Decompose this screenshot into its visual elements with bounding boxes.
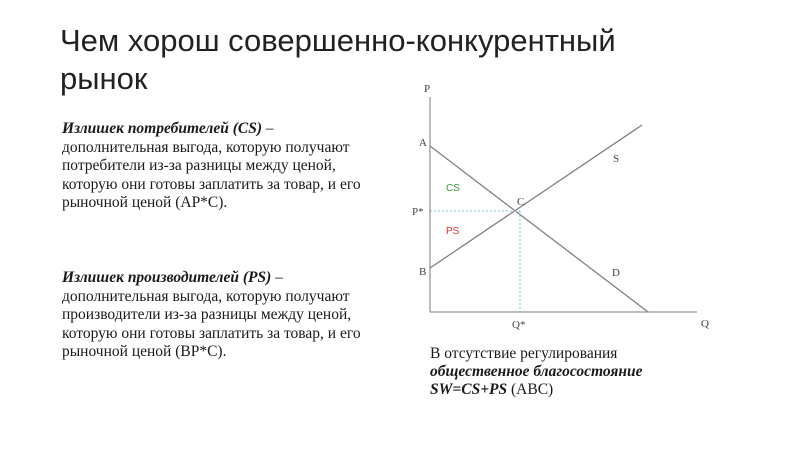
point-b-label: B: [419, 266, 427, 278]
consumer-surplus-text: – дополнительная выгода, которую получают потребители из-за разницы между ценой, которую они готовы заплатить за товар, и его рыночной ценой (AP*C).: [62, 120, 361, 212]
qstar-label: Q*: [512, 319, 526, 331]
ps-area-label: PS: [446, 226, 460, 237]
welfare-note: [430, 345, 750, 399]
point-c-label: C: [517, 196, 525, 208]
note-suffix: (ABC): [507, 381, 554, 398]
producer-surplus-term: Излишек производителей (PS): [62, 269, 272, 286]
note-line2: общественное благосостояние: [430, 363, 643, 380]
note-formula: SW=CS+PS: [430, 381, 508, 398]
demand-line: [430, 146, 648, 312]
supply-label: S: [613, 153, 620, 165]
consumer-surplus-term: Излишек потребителей (CS): [62, 120, 262, 137]
point-a-label: A: [419, 137, 427, 149]
cs-area-label: CS: [446, 183, 460, 194]
p-axis-label: P: [424, 83, 431, 95]
q-axis-label: Q: [701, 318, 709, 330]
page-title: Чем хорош совершенно-конкурентный рынок: [60, 23, 616, 96]
pstar-label: P*: [412, 206, 424, 218]
producer-surplus-text: – дополнительная выгода, которую получают производители из-за разницы между ценой, которую они готовы заплатить за товар, и его рыночной ценой (BP*C).: [62, 269, 361, 361]
demand-label: D: [612, 267, 620, 279]
note-line1: В отсутствие регулирования: [430, 345, 618, 362]
supply-line: [430, 125, 642, 268]
